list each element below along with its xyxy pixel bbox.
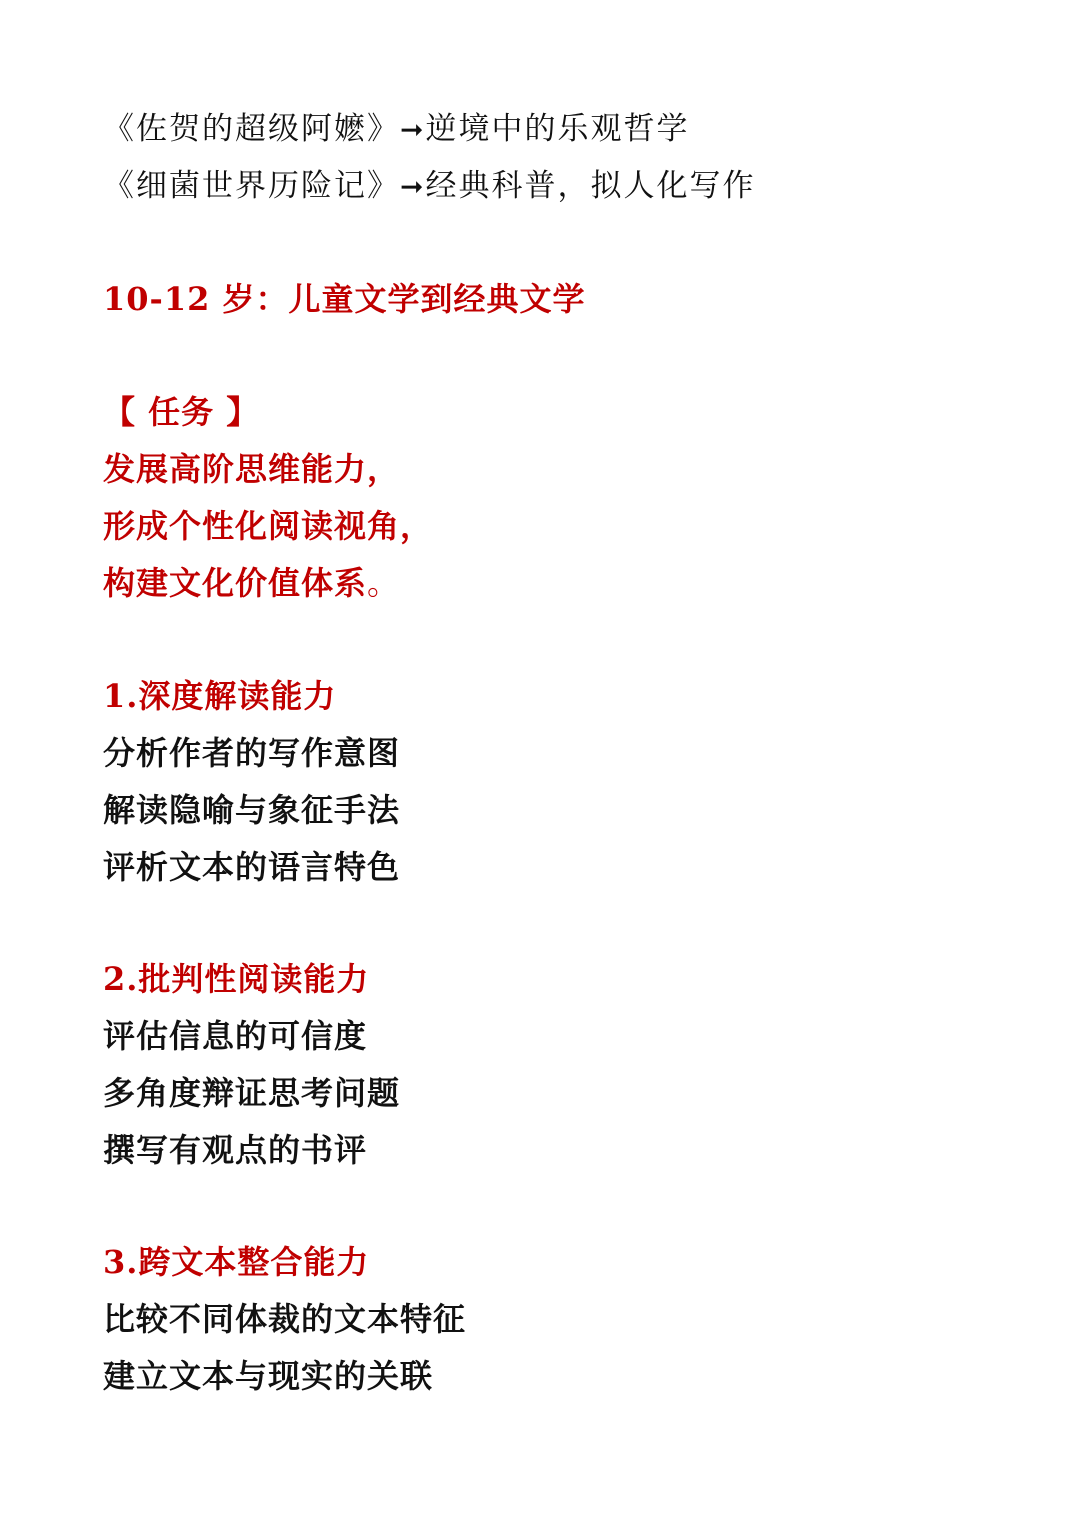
section-item: 比较不同体裁的文本特征 — [103, 1300, 467, 1338]
section-item: 评估信息的可信度 — [103, 1017, 368, 1055]
section-item: 多角度辩证思考问题 — [103, 1074, 401, 1112]
task-line: 形成个性化阅读视角， — [103, 507, 434, 545]
section-heading: 3.跨文本整合能力 — [103, 1243, 370, 1281]
section-item: 撰写有观点的书评 — [103, 1131, 368, 1169]
task-line-punct: 。 — [367, 564, 401, 602]
book-title: 《细菌世界历险记》 — [103, 168, 400, 204]
book-item — [103, 168, 756, 204]
arrow-icon: ➞ — [400, 113, 426, 146]
book-item — [103, 111, 690, 147]
book-title: 《佐贺的超级阿嬷》 — [103, 111, 400, 147]
section-heading: 1.深度解读能力 — [103, 677, 337, 715]
task-line — [103, 564, 401, 602]
task-line: 发展高阶思维能力， — [103, 450, 401, 488]
book-description: 逆境中的乐观哲学 — [425, 111, 690, 147]
age-stage-heading: 10-12 岁：儿童文学到经典文学 — [103, 280, 586, 318]
task-label: 【 任务 】 — [103, 393, 260, 431]
arrow-icon: ➞ — [400, 170, 426, 203]
section-heading: 2.批判性阅读能力 — [103, 960, 370, 998]
section-item: 评析文本的语言特色 — [103, 848, 401, 886]
task-line-text: 构建文化价值体系 — [103, 564, 368, 602]
section-item: 分析作者的写作意图 — [103, 734, 401, 772]
section-item: 建立文本与现实的关联 — [103, 1357, 434, 1395]
book-description: 经典科普，拟人化写作 — [425, 168, 756, 204]
section-item: 解读隐喻与象征手法 — [103, 791, 401, 829]
